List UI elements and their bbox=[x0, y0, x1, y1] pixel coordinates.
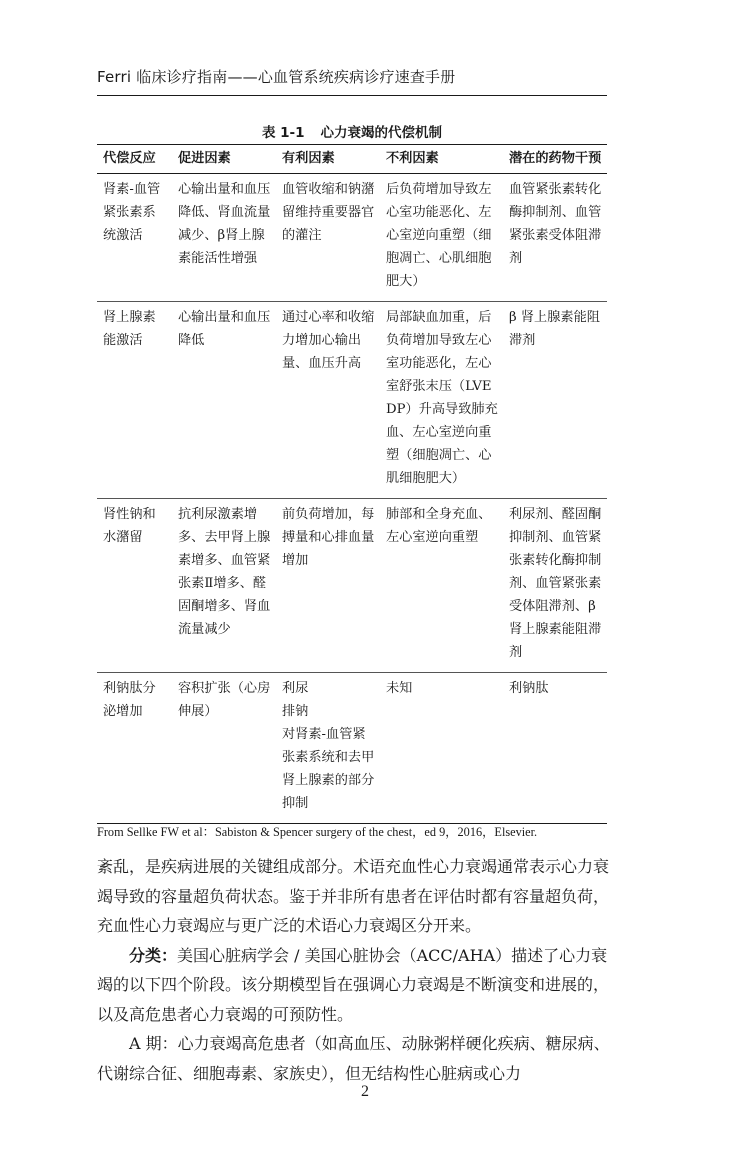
cell-text: 容积扩张（心房伸展） bbox=[178, 681, 271, 719]
cell-text: 排钠 bbox=[282, 704, 309, 719]
classification-text: 美国心脏病学会 / 美国心脏协会（ACC/AHA）描述了心力衰竭的以下四个阶段。该分期模型旨在强调心力衰竭是不断演变和进展的，以及高危患者心力衰竭的可预防性。 bbox=[97, 945, 610, 1024]
table-cell bbox=[276, 673, 380, 824]
cell-text: 通过心率和收缩力增加心输出量、血压升高 bbox=[282, 310, 375, 371]
body-text bbox=[97, 852, 611, 1088]
table-row bbox=[97, 302, 607, 499]
cell-text: 肺部和全身充血、左心室逆向重塑 bbox=[386, 507, 492, 545]
cell-text: 对肾素-血管紧张素系统和去甲肾上腺素的部分抑制 bbox=[282, 727, 375, 811]
cell-text: β 肾上腺素能阻滞剂 bbox=[509, 310, 600, 348]
running-header: Ferri 临床诊疗指南——心血管系统疾病诊疗速查手册 bbox=[97, 68, 456, 86]
table-cell bbox=[380, 673, 503, 824]
table-cell bbox=[503, 499, 607, 673]
table-column-header: 不利因素 bbox=[380, 145, 503, 174]
table-column-header: 促进因素 bbox=[172, 145, 276, 174]
table-cell bbox=[503, 302, 607, 499]
cell-text: 未知 bbox=[386, 681, 413, 696]
cell-text: 血管紧张素转化酶抑制剂、血管紧张素受体阻滞剂 bbox=[509, 182, 602, 266]
cell-text: 利尿 bbox=[282, 681, 309, 696]
cell-text: 肾上腺素能激活 bbox=[103, 310, 156, 348]
table-cell bbox=[380, 302, 503, 499]
table-cell bbox=[97, 499, 172, 673]
table-cell bbox=[97, 673, 172, 824]
table-column-header: 代偿反应 bbox=[97, 145, 172, 174]
body-paragraph: 紊乱，是疾病进展的关键组成部分。术语充血性心力衰竭通常表示心力衰竭导致的容量超负荷状态。鉴于并非所有患者在评估时都有容量超负荷，充血性心力衰竭应与更广泛的术语心力衰竭区分开来。 bbox=[97, 857, 610, 935]
table-cell bbox=[97, 302, 172, 499]
cell-text: 利钠肽分泌增加 bbox=[103, 681, 156, 719]
cell-text: 前负荷增加，每搏量和心排血量增加 bbox=[282, 507, 375, 568]
cell-text: 肾性钠和水潴留 bbox=[103, 507, 156, 545]
table-cell bbox=[503, 673, 607, 824]
table-caption: 心力衰竭的代偿机制 bbox=[320, 125, 443, 141]
table-row bbox=[97, 499, 607, 673]
cell-text: 肾素-血管紧张素系统激活 bbox=[103, 182, 161, 243]
cell-text: 局部缺血加重，后负荷增加导致左心室功能恶化，左心室舒张末压（LVEDP）升高导致肺充血、左心室逆向重塑（细胞凋亡、心肌细胞肥大） bbox=[386, 310, 498, 486]
table-cell bbox=[172, 174, 276, 302]
cell-text: 心输出量和血压降低 bbox=[178, 310, 271, 348]
table-cell bbox=[172, 499, 276, 673]
table-row bbox=[97, 174, 607, 302]
body-paragraph-stage-a: A 期：心力衰竭高危患者（如高血压、动脉粥样硬化疾病、糖尿病、代谢综合征、细胞毒素、家族史），但无结构性心脏病或心力 bbox=[97, 1034, 610, 1083]
table-cell bbox=[172, 673, 276, 824]
table-cell bbox=[380, 174, 503, 302]
cell-text: 利尿剂、醛固酮抑制剂、血管紧张素转化酶抑制剂、血管紧张素受体阻滞剂、β肾上腺素能阻滞剂 bbox=[509, 507, 602, 660]
table-cell bbox=[276, 499, 380, 673]
cell-text: 利钠肽 bbox=[509, 681, 549, 696]
cell-text: 心输出量和血压降低、肾血流量减少、β肾上腺素能活性增强 bbox=[178, 182, 271, 266]
table-column-header: 有利因素 bbox=[276, 145, 380, 174]
classification-term: 分类： bbox=[129, 945, 178, 965]
table-cell bbox=[503, 174, 607, 302]
table-cell bbox=[97, 174, 172, 302]
cell-text: 血管收缩和钠潴留维持重要器官的灌注 bbox=[282, 182, 375, 243]
table-source-note: From Sellke FW et al：Sabiston & Spencer surgery of the chest，ed 9，2016，Elsevier. bbox=[97, 825, 538, 839]
table-cell bbox=[276, 302, 380, 499]
header-divider bbox=[97, 95, 607, 96]
table-row bbox=[97, 673, 607, 824]
table-cell bbox=[276, 174, 380, 302]
table-header-row bbox=[97, 145, 607, 174]
cell-text: 后负荷增加导致左心室功能恶化、左心室逆向重塑（细胞凋亡、心肌细胞肥大） bbox=[386, 182, 492, 289]
table-title bbox=[97, 121, 607, 141]
table-cell bbox=[380, 499, 503, 673]
compensatory-mechanisms-table bbox=[97, 144, 607, 824]
cell-text: 抗利尿激素增多、去甲肾上腺素增多、血管紧张素Ⅱ增多、醛固酮增多、肾血流量减少 bbox=[178, 507, 271, 637]
body-paragraph-classification bbox=[97, 941, 611, 1030]
table-cell bbox=[172, 302, 276, 499]
page-number: 2 bbox=[361, 1083, 369, 1100]
table-column-header: 潜在的药物干预 bbox=[503, 145, 607, 174]
table-number: 表 1-1 bbox=[261, 125, 305, 141]
